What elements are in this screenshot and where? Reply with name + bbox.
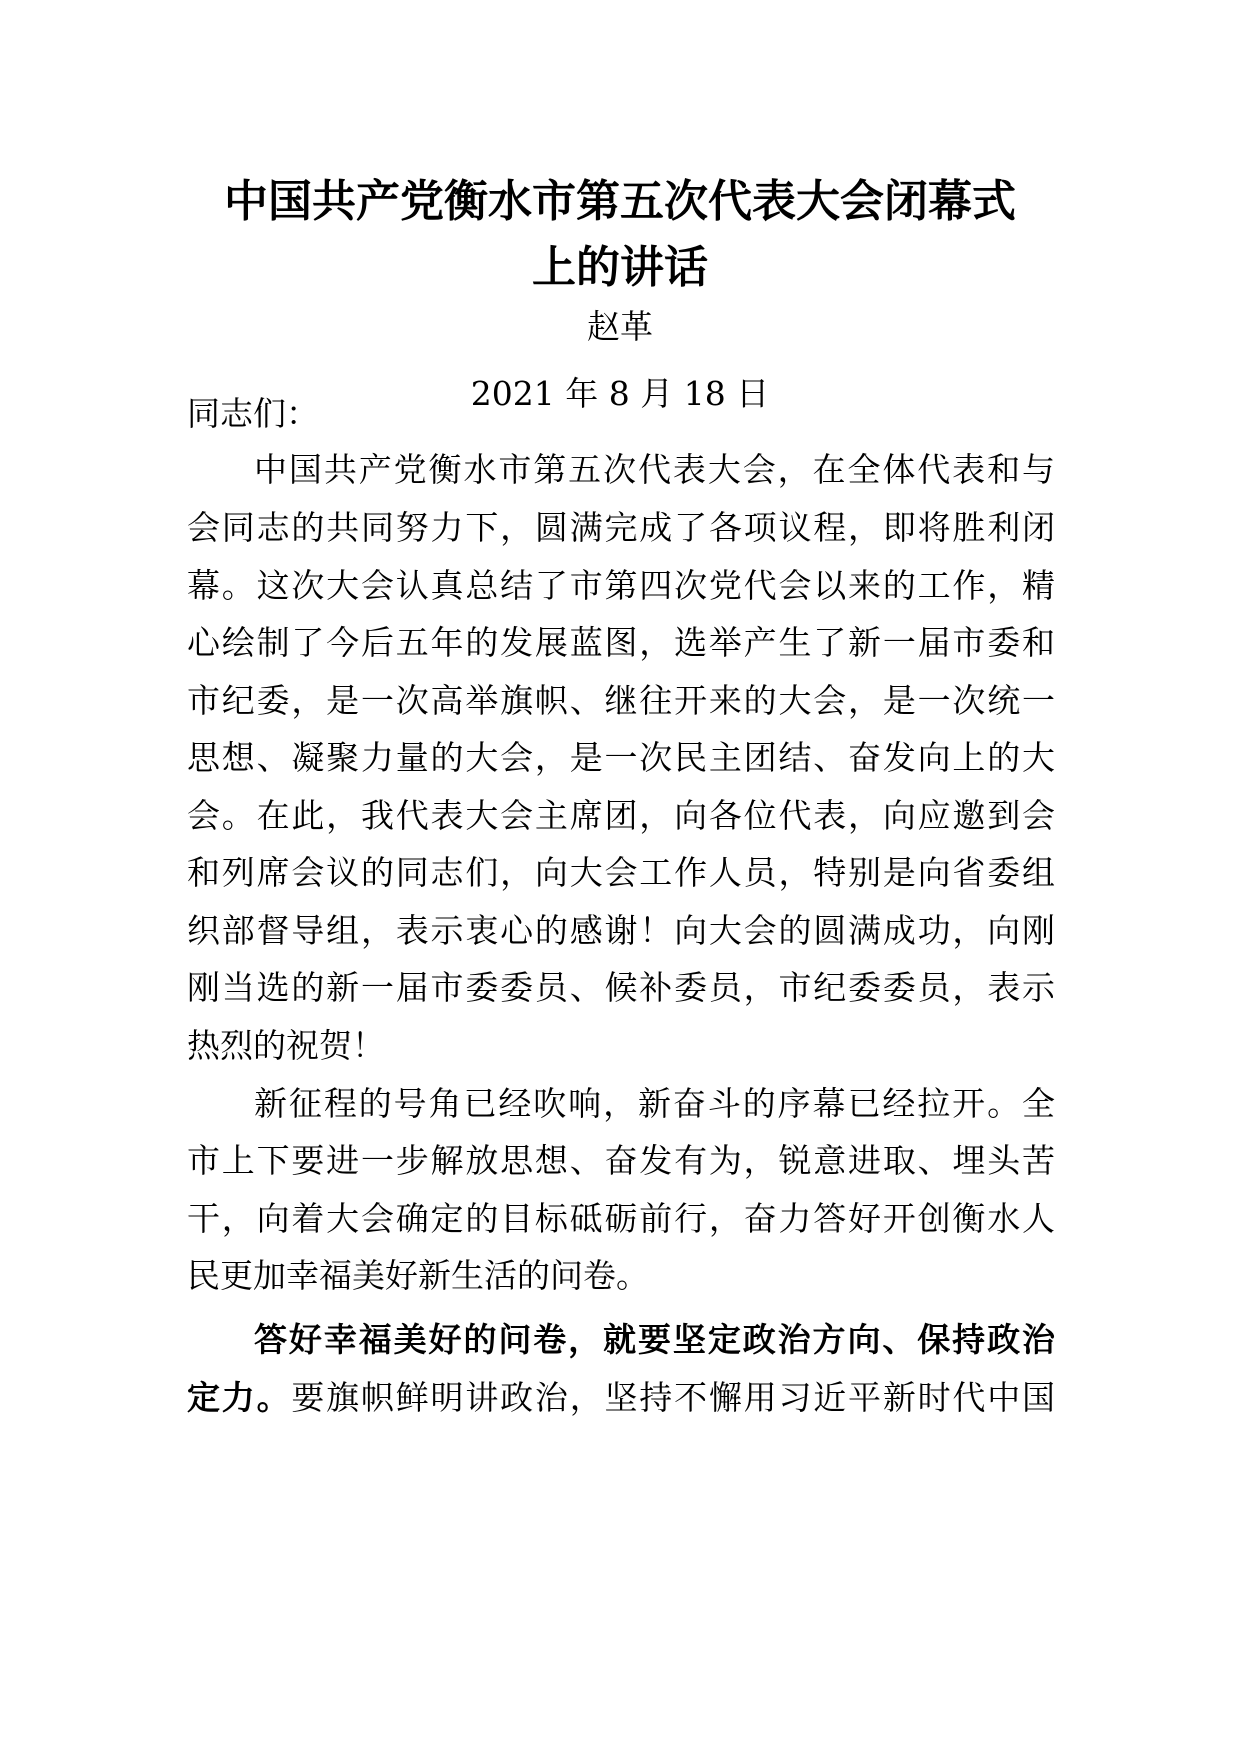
- document-title-line2: 上的讲话: [532, 242, 708, 293]
- salutation: 同志们：: [187, 394, 319, 433]
- document-title-line1: 中国共产党衡水市第五次代表大会闭幕式: [224, 176, 1016, 227]
- paragraph3-line-rest: 要旗帜鲜明讲政治，坚持不懈用习近平新时代中国: [291, 1378, 1055, 1417]
- document-author: 赵革: [587, 307, 653, 346]
- paragraph3-heading-line: 答好幸福美好的问卷，就要坚定政治方向、保持政治: [254, 1320, 1055, 1359]
- paragraph1-line: 和列席会议的同志们，向大会工作人员，特别是向省委组: [187, 853, 1055, 892]
- paragraph2-line: 新征程的号角已经吹响，新奋斗的序幕已经拉开。全: [254, 1084, 1055, 1123]
- document-date: 2021 年 8 月 18 日: [470, 374, 770, 413]
- paragraph1-line: 心绘制了今后五年的发展蓝图，选举产生了新一届市委和: [187, 623, 1055, 662]
- paragraph2-line: 民更加幸福美好新生活的问卷。: [187, 1256, 649, 1295]
- paragraph1-line: 刚当选的新一届市委委员、候补委员，市纪委委员，表示: [187, 968, 1055, 1007]
- paragraph3-line: [187, 1376, 1055, 1420]
- paragraph1-line: 织部督导组，表示衷心的感谢！向大会的圆满成功，向刚: [187, 911, 1055, 950]
- paragraph3-heading-end: 定力。: [187, 1378, 292, 1417]
- paragraph2-line: 干，向着大会确定的目标砥砺前行，奋力答好开创衡水人: [187, 1199, 1055, 1238]
- paragraph1-line: 会。在此，我代表大会主席团，向各位代表，向应邀到会: [187, 796, 1055, 835]
- paragraph1-line: 幕。这次大会认真总结了市第四次党代会以来的工作，精: [187, 566, 1055, 605]
- paragraph1-line: 会同志的共同努力下，圆满完成了各项议程，即将胜利闭: [187, 508, 1055, 547]
- paragraph1-line: 中国共产党衡水市第五次代表大会，在全体代表和与: [254, 450, 1055, 489]
- paragraph1-line: 思想、凝聚力量的大会，是一次民主团结、奋发向上的大: [187, 738, 1055, 777]
- paragraph2-line: 市上下要进一步解放思想、奋发有为，锐意进取、埋头苦: [187, 1141, 1055, 1180]
- paragraph1-line: 热烈的祝贺！: [187, 1026, 385, 1065]
- paragraph1-line: 市纪委，是一次高举旗帜、继往开来的大会，是一次统一: [187, 681, 1055, 720]
